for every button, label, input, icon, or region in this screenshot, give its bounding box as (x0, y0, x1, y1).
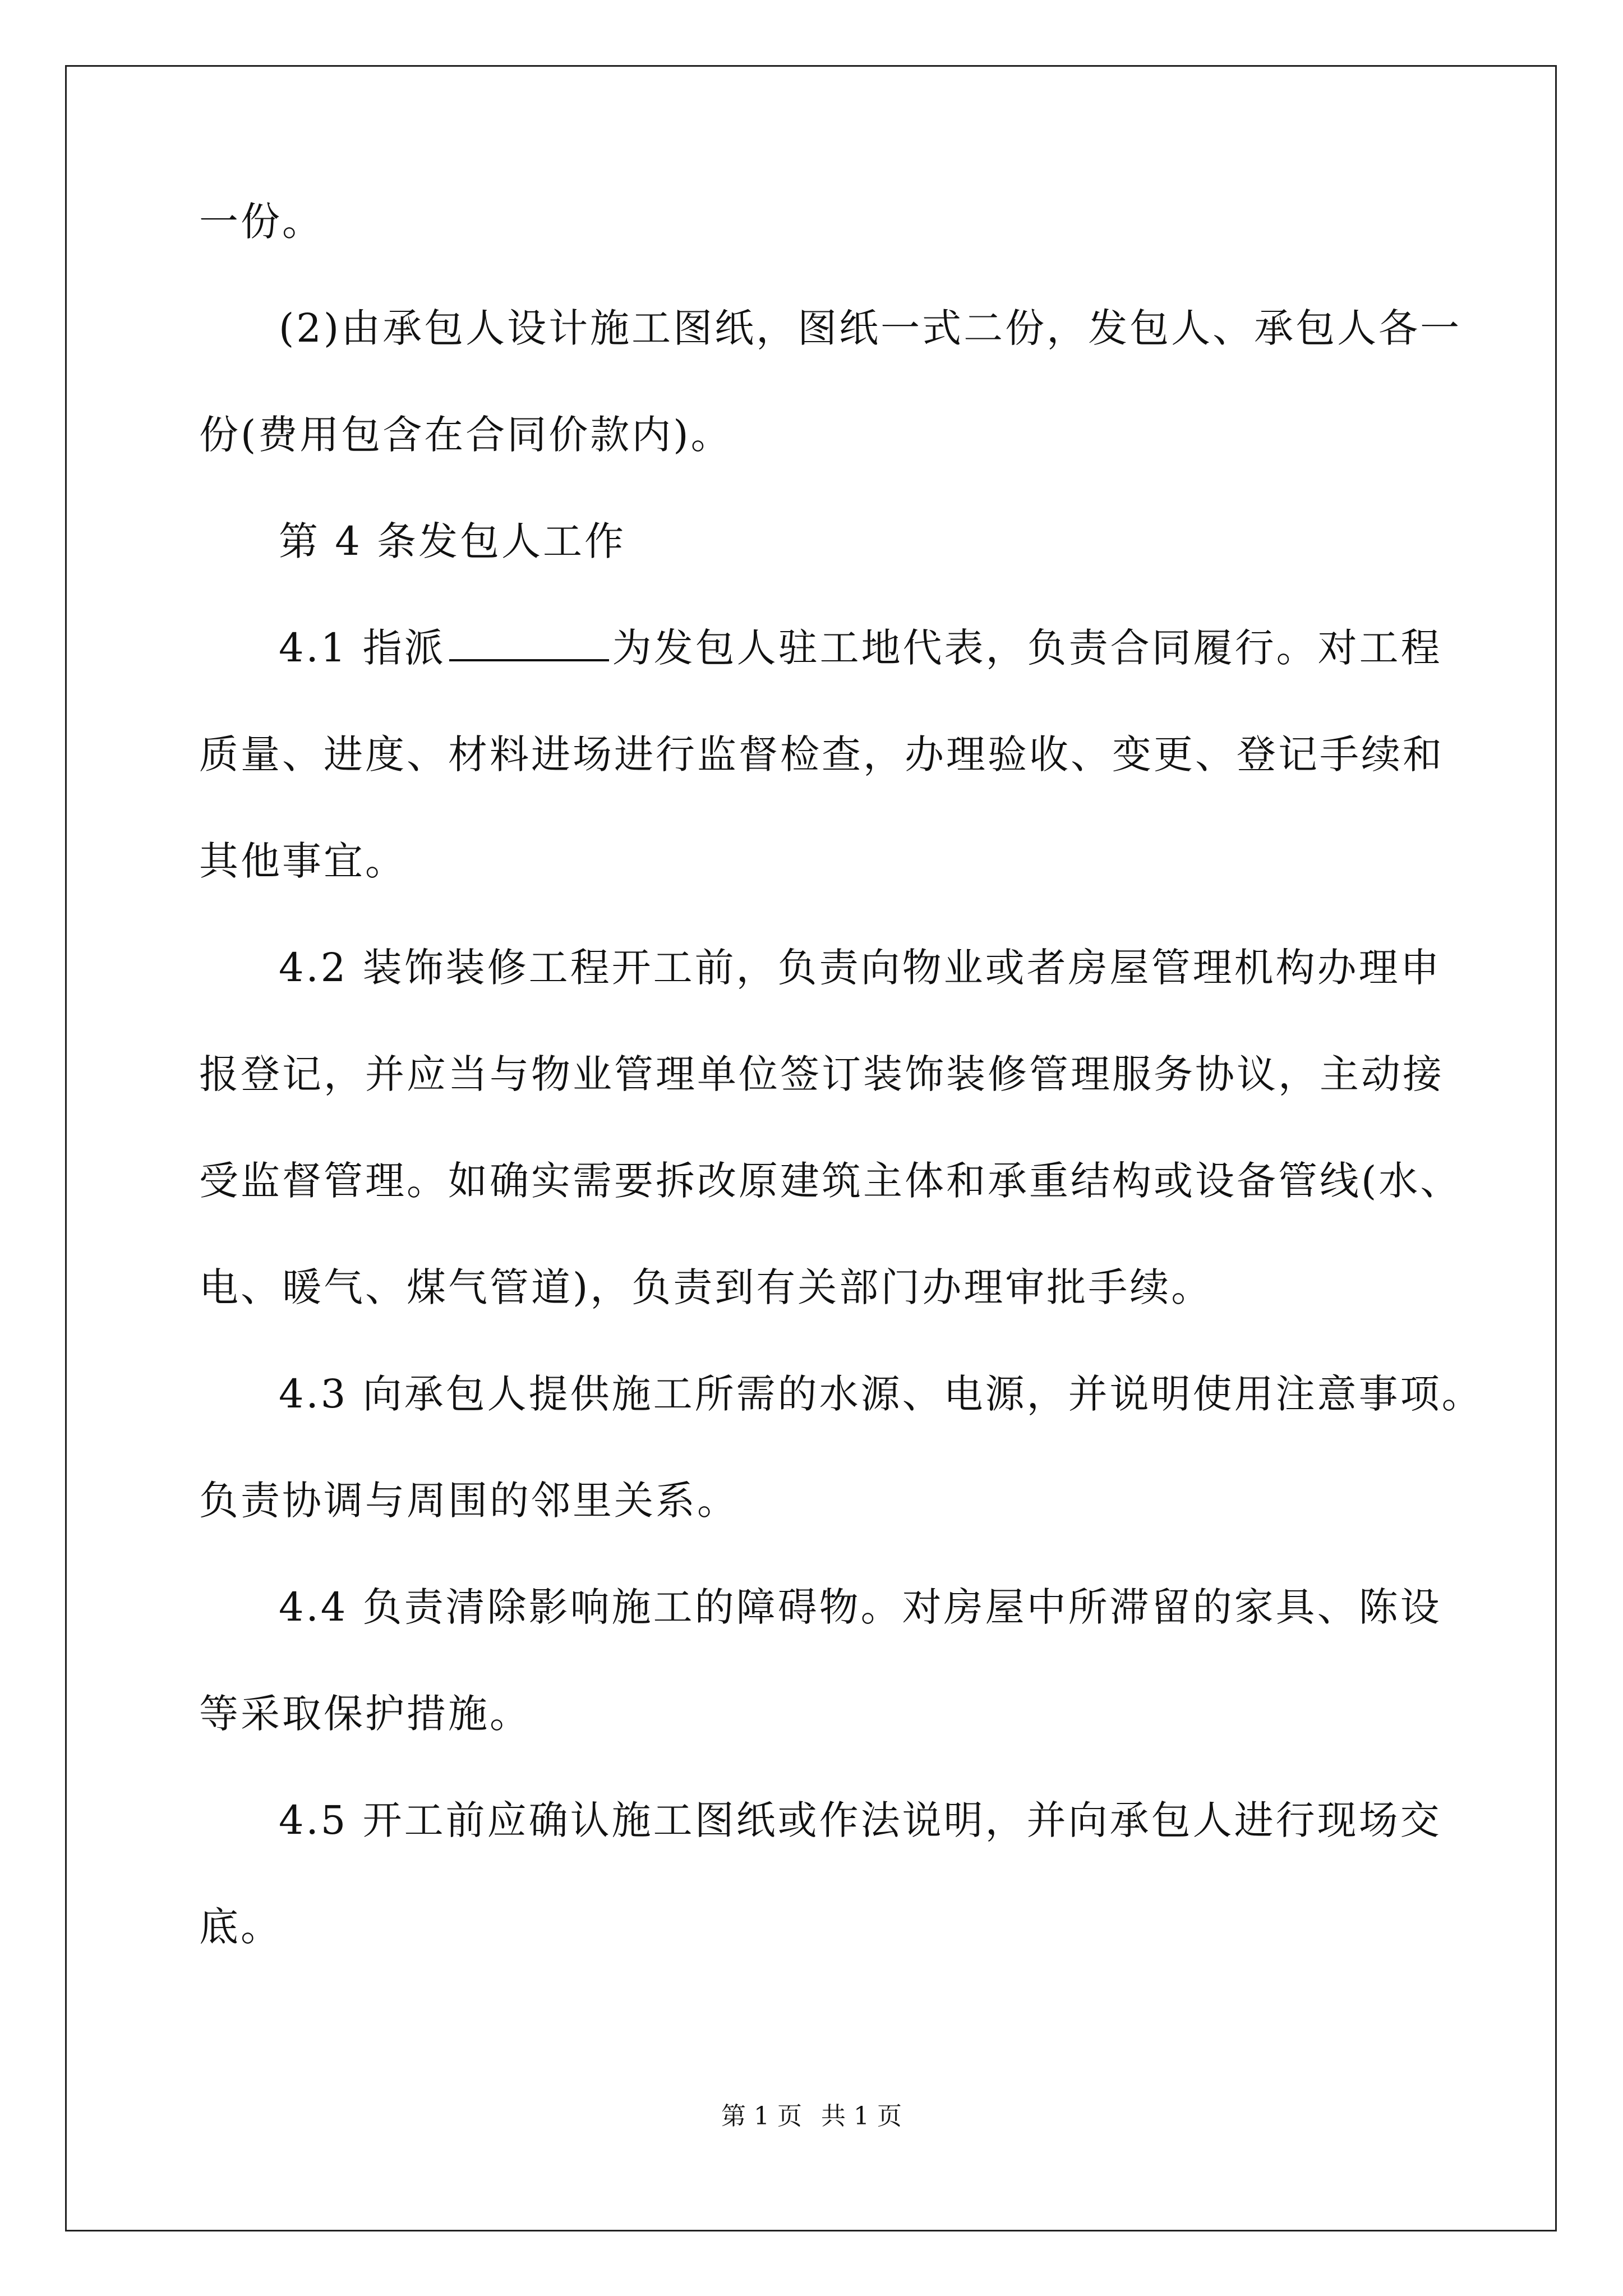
text-line: 份(费用包含在合同价款内)。 (199, 412, 732, 458)
text-line: 等采取保护措施。 (199, 1691, 531, 1737)
text-line: 4.3 向承包人提供施工所需的水源、电源，并说明使用注意事项。 (279, 1371, 1483, 1417)
text-line: 电、暖气、煤气管道)，负责到有关部门办理审批手续。 (199, 1264, 1213, 1310)
text-line-with-blank (279, 623, 1442, 673)
text-line: 4.2 装饰装修工程开工前，负责向物业或者房屋管理机构办理申 (279, 945, 1442, 991)
clause-number: 4.1 指派 (279, 625, 446, 671)
text-line: (2)由承包人设计施工图纸，图纸一式二份，发包人、承包人各一 (279, 305, 1462, 351)
clause-text: 为发包人驻工地代表，负责合同履行。对工程 (612, 625, 1442, 671)
page-number: 第 1 页 (721, 2102, 802, 2131)
page-count: 共 1 页 (821, 2102, 902, 2131)
text-line: 一份。 (199, 199, 324, 245)
text-line: 受监督管理。如确实需要拆改原建筑主体和承重结构或设备管线(水、 (199, 1158, 1462, 1204)
page-frame (65, 65, 1557, 2231)
text-line: 质量、进度、材料进场进行监督检查，办理验收、变更、登记手续和 (199, 731, 1444, 777)
section-heading: 第 4 条发包人工作 (279, 518, 626, 564)
text-line: 底。 (199, 1904, 282, 1950)
text-line: 4.4 负责清除影响施工的障碍物。对房屋中所滞留的家具、陈设 (279, 1584, 1442, 1630)
fill-in-blank (449, 627, 609, 661)
text-line: 其他事宜。 (199, 838, 407, 884)
text-line: 报登记，并应当与物业管理单位签订装饰装修管理服务协议，主动接 (199, 1051, 1444, 1097)
page-footer (0, 2101, 1623, 2132)
text-line: 4.5 开工前应确认施工图纸或作法说明，并向承包人进行现场交 (279, 1797, 1442, 1843)
text-line: 负责协调与周围的邻里关系。 (199, 1478, 739, 1524)
